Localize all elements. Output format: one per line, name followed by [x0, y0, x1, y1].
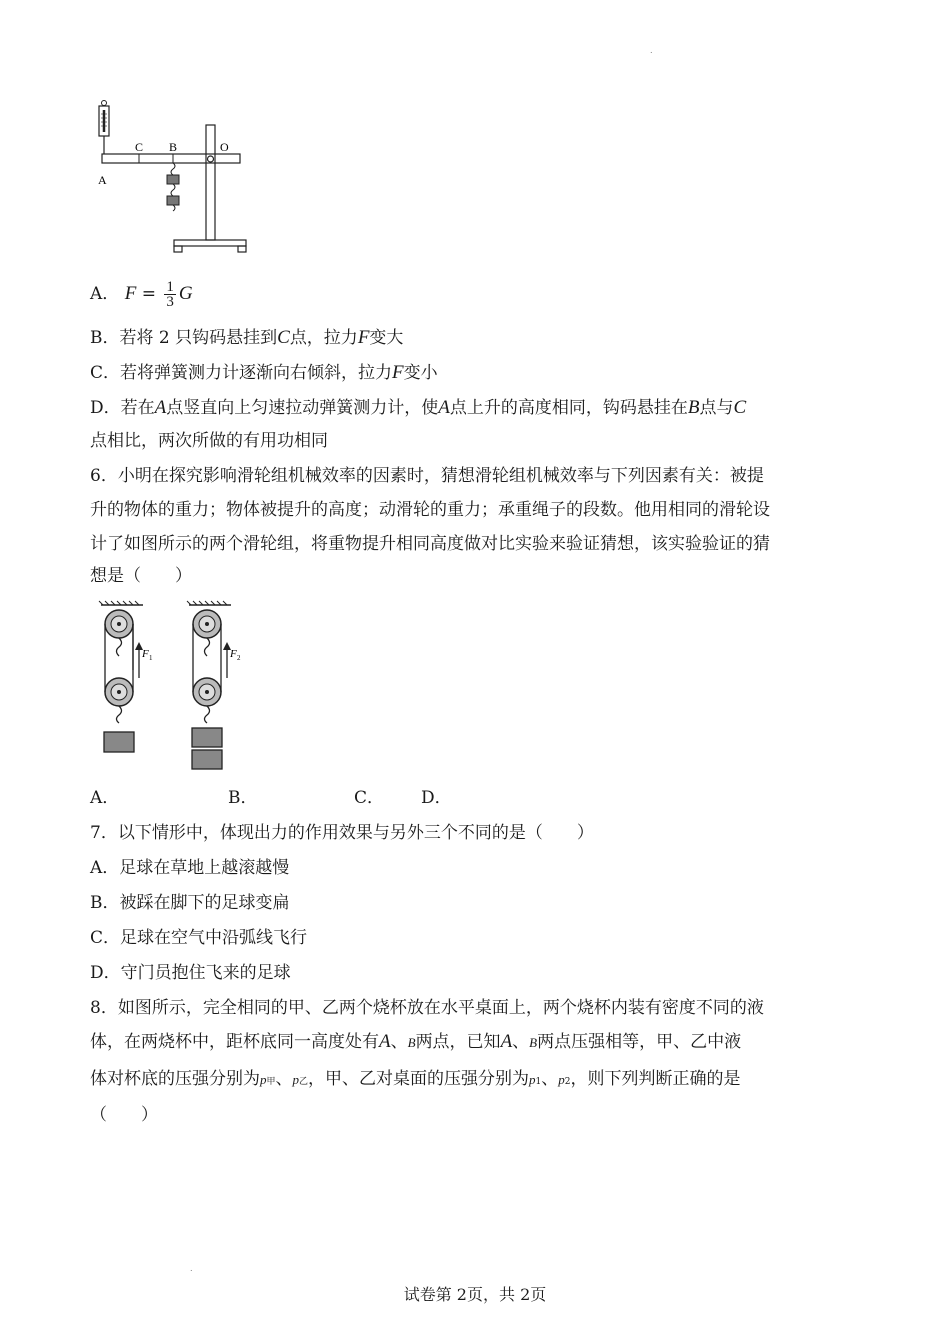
scan-dot: . — [650, 46, 653, 55]
pivot-icon — [208, 156, 214, 162]
q5-option-b: B．若将 2 只钩码悬挂到C点，拉力F变大 — [90, 327, 404, 348]
f2-label: F — [230, 648, 237, 660]
q6-option-d: D． — [421, 788, 452, 808]
q6-stem-line: 想是（ ） — [90, 566, 192, 586]
weight-block-icon — [192, 750, 222, 769]
hook-weights-icon — [167, 163, 179, 211]
scan-dot: . — [190, 1264, 193, 1273]
q7-stem: 7．以下情形中，体现出力的作用效果与另外三个不同的是（ ） — [90, 823, 594, 843]
lever-figure — [92, 98, 252, 258]
q6-stem-line: 升的物体的重力；物体被提升的高度；动滑轮的重力；承重绳子的段数。他用相同的滑轮设 — [90, 500, 770, 520]
q8-stem-line-2: 体，在两烧杯中，距杯底同一高度处有A、B两点，已知A、B两点压强相等，甲、乙中液 — [90, 1031, 742, 1052]
q5-option-d: D．若在A点竖直向上匀速拉动弹簧测力计，使A点上升的高度相同，钩码悬挂在B点与C — [90, 397, 747, 418]
force-symbol: F — [124, 283, 137, 304]
lever-bar — [102, 154, 240, 163]
q7-option-d: D．守门员抱住飞来的足球 — [90, 963, 291, 983]
equals-sign: = — [141, 284, 156, 304]
q6-stem-line: 计了如图所示的两个滑轮组，将重物提升相同高度做对比实验来验证猜想，该实验验证的猜 — [90, 534, 770, 554]
q8-stem-line-1: 8．如图所示，完全相同的甲、乙两个烧杯放在水平桌面上，两个烧杯内装有密度不同的液 — [90, 998, 764, 1018]
q7-option-a: A．足球在草地上越滚越慢 — [90, 858, 290, 878]
q5-option-d-cont: 点相比，两次所做的有用功相同 — [90, 431, 328, 451]
weight-block-icon — [192, 728, 222, 747]
q6-option-a: A． — [90, 788, 120, 808]
spring-scale-icon — [99, 101, 109, 146]
q8-stem-line-4: （ ） — [90, 1105, 158, 1125]
label-b: B — [169, 140, 178, 154]
page-footer: 试卷第 2页，共 2页 — [403, 1285, 547, 1304]
q6-stem-line: 6．小明在探究影响滑轮组机械效率的因素时，猜想滑轮组机械效率与下列因素有关：被提 — [90, 466, 764, 486]
option-prefix: A． — [90, 284, 120, 304]
numerator: 1 — [166, 279, 174, 295]
q5-option-c: C．若将弹簧测力计逐渐向右倾斜，拉力F变小 — [90, 362, 438, 383]
pulley-figure — [95, 600, 255, 772]
fraction — [164, 280, 176, 309]
q5-option-a — [90, 280, 193, 309]
q7-option-c: C．足球在空气中沿弧线飞行 — [90, 928, 308, 948]
lever-stand — [206, 125, 215, 240]
f1-label: F — [142, 648, 149, 660]
pulley-system-1 — [99, 601, 153, 752]
label-o: O — [220, 140, 229, 154]
label-a: A — [98, 173, 107, 187]
q6-option-c: C． — [354, 788, 385, 808]
weight-symbol: G — [178, 283, 193, 304]
q7-option-b: B．被踩在脚下的足球变扁 — [90, 893, 290, 913]
label-c: C — [135, 140, 144, 154]
denominator: 3 — [166, 294, 174, 310]
pulley-system-2 — [187, 601, 241, 769]
weight-block-icon — [104, 732, 134, 752]
q8-stem-line-3: 体对杯底的压强分别为p甲、p乙，甲、乙对桌面的压强分别为p1、p2，则下列判断正确的是 — [90, 1069, 741, 1089]
q6-option-b: B． — [228, 788, 258, 808]
f2-sub: 2 — [237, 654, 241, 662]
f1-sub: 1 — [149, 654, 153, 662]
